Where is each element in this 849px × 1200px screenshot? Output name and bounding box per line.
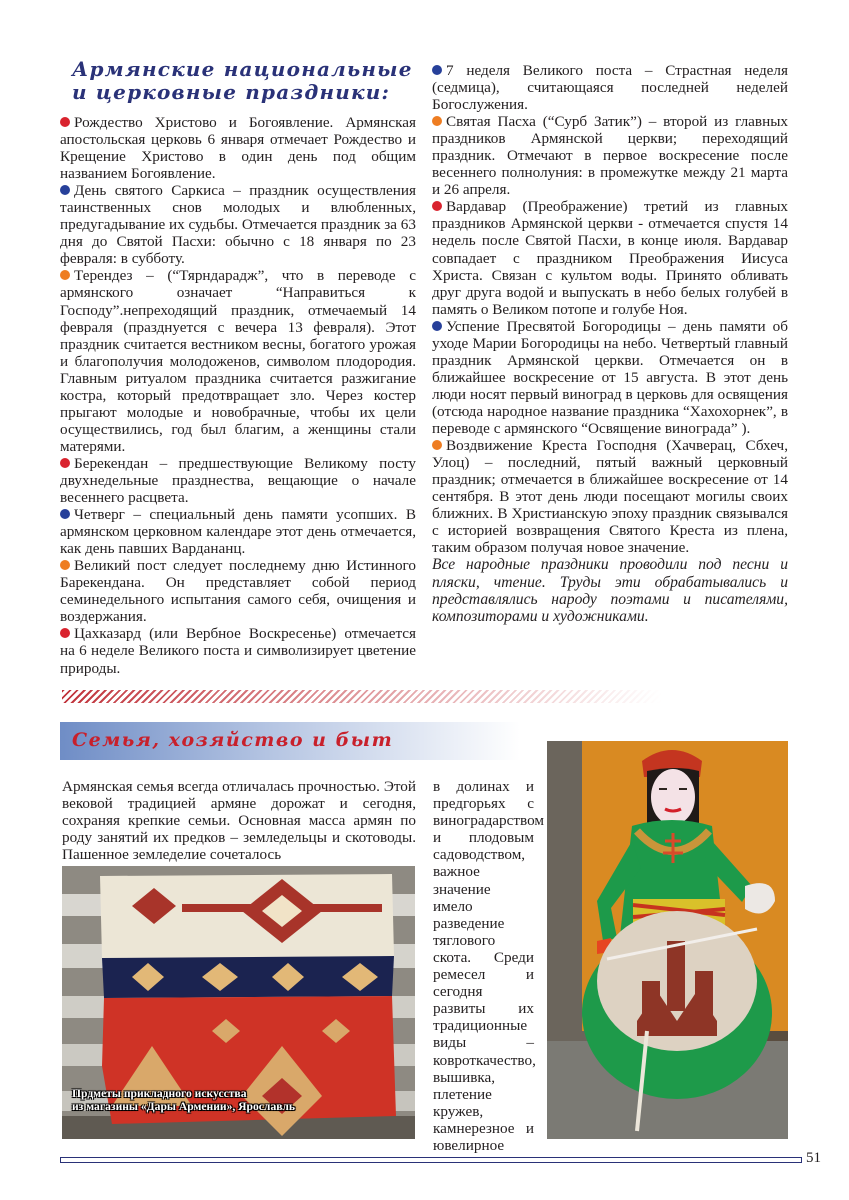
bullet-blue-icon xyxy=(432,321,442,331)
family-text-main xyxy=(62,778,416,863)
holiday-item xyxy=(60,506,416,557)
holiday-item-text: Великий пост следует последнему дню Истинного Барекендана. Он представляет собой период семинедельного испытания самого себя, очищения и воздержания. xyxy=(60,557,416,626)
holiday-item xyxy=(60,455,416,506)
holiday-item-text: Воздвижение Креста Господня (Хачверац, Сбхеч, Улоц) – последний, пятый важный церковный праздник; отмечается в ближайшее воскресение от 14 сентября. В этот день люди посещают могилы своих ближних. В Христианскую эпоху праздник связывался с историей возвращения Святого Креста из плена, таким образом получая новое значение. xyxy=(432,437,788,557)
holiday-item-text: Терендез – (“Тярндарадж”, что в переводе с армянского означает “Направиться к Господу”.непреходящий праздник, отмечаемый 14 февраля (празднуется с вечера 13 февраля). Этот праздник считается вестником весны, богатого урожая и благополучия молодоженов, символом плодородия. Главным ритуалом праздника считается разжигание костра, который предотвращает зло. Через костер прыгают молодые и новобрачные, чтобы их цели осуществились, год был благим, а женщины стали матерями. xyxy=(60,267,416,455)
holiday-item xyxy=(60,267,416,455)
caption-line-1: Прдметы прикладного искусства xyxy=(72,1087,247,1100)
bullet-orange-icon xyxy=(432,440,442,450)
holiday-item-text: День святого Саркиса – праздник осуществления таинственных снов молодых и влюбленных, предугадывание их судьбы. Отмечается праздник за 63 дня до Святой Пасхи: обычно с 18 января по 23 февраля: в субботу. xyxy=(60,182,416,268)
bullet-red-icon xyxy=(60,117,70,127)
holiday-item xyxy=(432,318,788,437)
holiday-item-text: 7 неделя Великого поста – Страстная неделя (седмица), считающаяся последней неделей Богослужения. xyxy=(432,62,788,114)
closing-paragraph: Все народные праздники проводили под песни и пляски, чтение. Труды эти обрабатывались и представлялись народу поэтами и писателями, композиторами и художниками. xyxy=(432,556,788,625)
armenian-doll-photo xyxy=(547,741,788,1139)
family-side-paragraph: в долинах и предгорьях с виноградарством и плодовым садоводством, важное значение имело разведение тяглового скота. Среди ремесел и сегодня развиты их традиционные виды – ковроткачество, вышивка, плетение кружев, камнерезное и ювелирное xyxy=(433,778,545,1154)
family-text-side xyxy=(433,778,545,1154)
holiday-item-text: Успение Пресвятой Богородицы – день памяти об уходе Марии Богородицы на небо. Четвертый главный праздник Армянской церкви. Отмечается он в ближайшее воскресение от 15 августа. В этот день люди носят первый виноград в церковь для освящения (отсюда народное название праздника “Хахохорнек”, в переводе с армянского “Освящение винограда” ). xyxy=(432,317,788,437)
hatched-divider xyxy=(62,690,662,703)
bullet-red-icon xyxy=(60,458,70,468)
page-number: 51 xyxy=(806,1150,821,1166)
holidays-right-column xyxy=(432,62,788,625)
bullet-orange-icon xyxy=(432,116,442,126)
holiday-item-text: Четверг – специальный день памяти усопших. В армянском церковном календаре этот день отмечается, как день павших Вардананц. xyxy=(60,506,416,558)
holiday-item xyxy=(60,557,416,625)
holiday-item-text: Вардавар (Преображение) третий из главных праздников Армянской церкви - отмечается спустя 14 недель после Святой Пасхи, в конце июля. Вардавар совпадает с праздником Преображения Иисуса Христа. Связан с культом воды. Принято обливать друг друга водой и выпускать в небо белых голубей в память о Великом потопе и голубе Ноя. xyxy=(432,198,788,318)
bullet-blue-icon xyxy=(432,65,442,75)
bullet-blue-icon xyxy=(60,185,70,195)
holiday-item-text: Цахказард (или Вербное Воскресенье) отмечается на 6 неделе Великого поста и символизирует цветение природы. xyxy=(60,625,416,677)
family-heading: Семья, хозяйство и быт xyxy=(72,729,394,751)
holiday-item xyxy=(432,113,788,198)
holiday-item xyxy=(60,114,416,182)
bullet-red-icon xyxy=(432,201,442,211)
holidays-right-list xyxy=(432,62,788,556)
holidays-heading-line2: и церковные праздники: xyxy=(72,80,391,104)
holiday-item-text: Святая Пасха (“Сурб Затик”) – второй из главных праздников Армянской церкви; переходящий праздник. Отмечают в первое воскресение после весеннего полнолуния: в промежутке между 21 марта и 26 апреля. xyxy=(432,113,788,199)
holiday-item xyxy=(432,437,788,556)
carpet-pillow-photo xyxy=(62,866,415,1139)
family-heading-banner xyxy=(60,722,520,760)
holidays-left-column xyxy=(60,114,416,677)
holiday-item xyxy=(60,182,416,267)
holidays-heading-line1: Армянские национальные xyxy=(72,57,413,81)
footer-rule xyxy=(60,1157,802,1163)
bullet-orange-icon xyxy=(60,560,70,570)
bullet-red-icon xyxy=(60,628,70,638)
holiday-item-text: Рождество Христово и Богоявление. Армянская апостольская церковь 6 января отмечает Рождество и Крещение Христово в один день под общим названием Богоявление. xyxy=(60,114,416,183)
bullet-orange-icon xyxy=(60,270,70,280)
caption-line-2: из магазины «Дары Армении», Ярославль xyxy=(72,1099,295,1113)
family-paragraph: Армянская семья всегда отличалась прочностью. Этой вековой традицией армяне дорожат и сегодня, сохраняя крепкие семьи. Основная масса армян по роду занятий их предков – земледельцы и скотоводы. Пашенное земледелие сочеталось xyxy=(62,778,416,863)
armenian-doll-image xyxy=(547,741,788,1139)
holiday-item-text: Берекендан – предшествующие Великому посту двухнедельные празднества, вещающие о начале весеннего расцвета. xyxy=(60,454,416,507)
carpet-photo-caption xyxy=(72,1088,295,1113)
holidays-heading xyxy=(72,58,413,104)
holiday-item xyxy=(60,625,416,676)
holiday-item xyxy=(432,198,788,317)
bullet-blue-icon xyxy=(60,509,70,519)
holiday-item xyxy=(432,62,788,113)
